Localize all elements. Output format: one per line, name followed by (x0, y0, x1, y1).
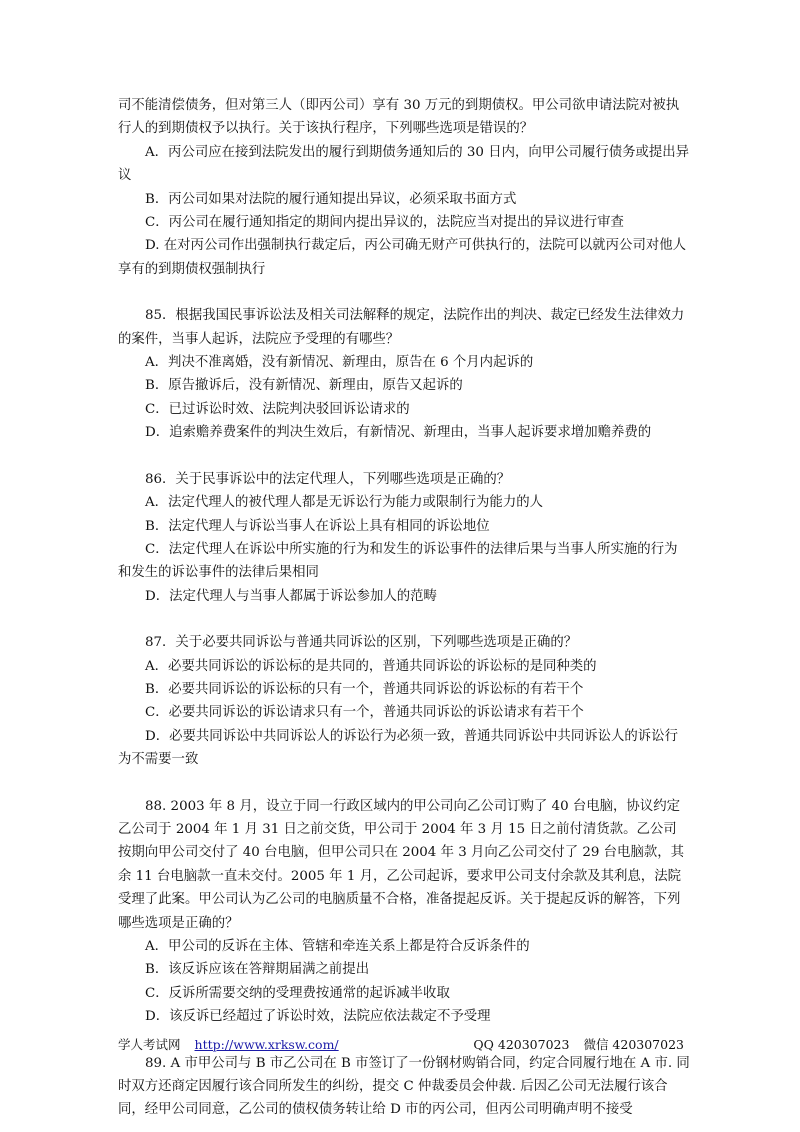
paragraph: D．该反诉已经超过了诉讼时效，法院应依法裁定不予受理 (145, 1009, 491, 1025)
footer-url-link[interactable]: http://www.xrksw.com/ (194, 1037, 339, 1052)
paragraph: D．追索赡养费案件的判决生效后，有新情况、新理由，当事人起诉要求增加赡养费的 (145, 425, 652, 441)
paragraph: A．法定代理人的被代理人都是无诉讼行为能力或限制行为能力的人 (145, 495, 543, 511)
footer-site-name: 学人考试网 (118, 1037, 181, 1052)
paragraph: B．丙公司如果对法院的履行通知提出异议，必须采取书面方式 (145, 191, 517, 207)
paragraph: 85．根据我国民事诉讼法及相关司法解释的规定，法院作出的判决、裁定已经发生法律效力的案件，当事人起诉，法院应予受理的有哪些？ (118, 308, 685, 347)
paragraph: C．丙公司在履行通知指定的期间内提出异议的，法院应当对提出的异议进行审查 (145, 215, 624, 231)
paragraph: B．原告撤诉后，没有新情况、新理由，原告又起诉的 (145, 378, 463, 394)
paragraph: A．必要共同诉讼的诉讼标的是共同的，普通共同诉讼的诉讼标的是同种类的 (145, 658, 597, 674)
paragraph-spacer (118, 608, 690, 631)
paragraph: C．必要共同诉讼的诉讼请求只有一个，普通共同诉讼的诉讼请求有若干个 (145, 705, 584, 721)
paragraph: A．判决不准离婚，没有新情况、新理由，原告在 6 个月内起诉的 (145, 355, 534, 371)
paragraph-spacer (118, 772, 690, 795)
paragraph: C．法定代理人在诉讼中所实施的行为和发生的诉讼事件的法律后果与当事人所实施的行为和发生的诉讼事件的法律后果相同 (118, 541, 678, 581)
paragraph: 87．关于必要共同诉讼与普通共同诉讼的区别，下列哪些选项是正确的？ (145, 635, 578, 651)
footer-qq: QQ 420307023 (473, 1037, 570, 1052)
document-body (118, 94, 690, 1122)
paragraph: A．丙公司应在接到法院发出的履行到期债务通知后的 30 日内，向甲公司履行债务或提出异议 (118, 144, 690, 184)
paragraph: D．必要共同诉讼中共同诉讼人的诉讼行为必须一致，普通共同诉讼中共同诉讼人的诉讼行为不需要一致 (118, 728, 678, 768)
page-footer (118, 1035, 690, 1055)
paragraph: 86．关于民事诉讼中的法定代理人，下列哪些选项是正确的？ (145, 471, 511, 487)
paragraph: 司不能清偿债务，但对第三人（即丙公司）享有 30 万元的到期债权。甲公司欲申请法院对被执行人的到期债权予以执行。关于该执行程序，下列哪些选项是错误的？ (118, 98, 680, 137)
paragraph-spacer (118, 445, 690, 468)
footer-contact (473, 1035, 684, 1053)
paragraph: C．反诉所需要交纳的受理费按通常的起诉减半收取 (145, 985, 450, 1001)
paragraph: B．必要共同诉讼的诉讼标的只有一个，普通共同诉讼的诉讼标的有若干个 (145, 681, 584, 697)
paragraph: 89. A 市甲公司与 B 市乙公司在 B 市签订了一份钢材购销合同，约定合同履行地在 A 市. 同时双方还商定因履行该合同所发生的纠纷，提交 C 仲裁委员会仲裁. 后因乙公司无法履行该合同，经甲公司同意，乙公司的债权债务转让给 D 市的丙公司，但丙公司明确声明不接受 (118, 1055, 690, 1118)
paragraph: D．法定代理人与当事人都属于诉讼参加人的范畴 (145, 588, 437, 604)
footer-left (118, 1035, 339, 1053)
paragraph: B．法定代理人与诉讼当事人在诉讼上具有相同的诉讼地位 (145, 518, 490, 534)
paragraph: D. 在对丙公司作出强制执行裁定后，丙公司确无财产可供执行的，法院可以就丙公司对他人享有的到期债权强制执行 (118, 238, 687, 277)
paragraph-spacer (118, 281, 690, 304)
paragraph: C．已过诉讼时效、法院判决驳回诉讼请求的 (145, 401, 410, 417)
footer-wechat: 微信 420307023 (583, 1037, 684, 1052)
paragraph: A．甲公司的反诉在主体、管辖和牵连关系上都是符合反诉条件的 (145, 939, 530, 954)
paragraph: B．该反诉应该在答辩期届满之前提出 (145, 962, 370, 978)
paragraph: 88. 2003 年 8 月，设立于同一行政区域内的甲公司向乙公司订购了 40 台电脑，协议约定乙公司于 2004 年 1 月 31 日之前交货，甲公司于 2004 年 3 月 15 日之前付清货款。乙公司按期向甲公司交付了 40 台电脑，但甲公司只在 2004 年 3 月向乙公司交付了 29 台电脑款，其余 11 台电脑款一直未交付。2005 年 1 月，乙公司起诉，要求甲公司支付余款及其利息，法院受理了此案。甲公司认为乙公司的电脑质量不合格，准备提起反诉。关于提起反诉的解答，下列哪些选项是正确的？ (118, 798, 685, 931)
